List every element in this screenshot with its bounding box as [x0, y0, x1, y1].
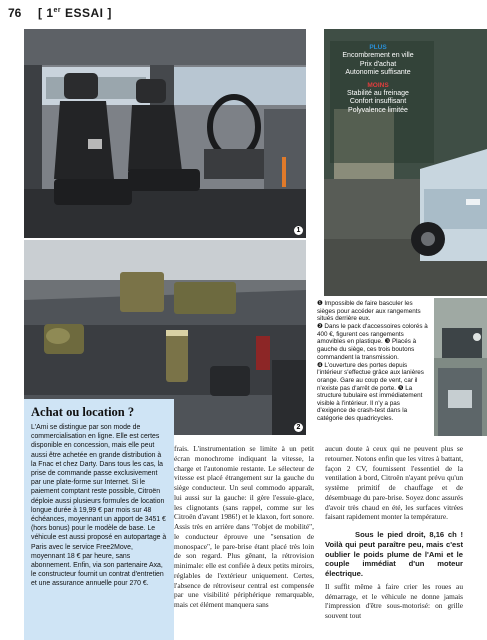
caption-1: ❶ Impossible de faire basculer les sièges pour accéder aux rangements situés derrière eux.	[317, 300, 421, 323]
moins-item: Polyvalence limitée	[348, 106, 408, 114]
caption-3: ❹ L'ouverture des portes depuis l'intérieur s'effectue grâce aux lanières orange. Gare au coup de vent, car il n'existe pas d'arrêt de porte. ❺ La structure tubulaire est immédiatement visible à l'intérieur. Il n'y a pas d'exigence de crash-test dans la catégorie des quadricycles.	[317, 361, 424, 422]
interior-seats-photo	[24, 29, 306, 238]
plus-item: Prix d'achat	[359, 60, 397, 68]
moins-heading: MOINS	[367, 81, 389, 89]
plus-heading: PLUS	[369, 44, 387, 51]
article-paragraph: Il suffit même à faire crier les roues au démarrage, et le véhicule ne donne jamais l'impression d'être sous-motorisé: on grille souvent tout	[325, 581, 463, 621]
sidebar-title: Achat ou location ?	[31, 405, 135, 419]
article-column-1: frais. L'instrumentation se limite à un petit écran monochrome indiquant la vitesse, la charge et l'autonomie restante. Le sélecteur de vitesse est placé étrangement sur la gauche du siège conducteur. Un seul commodo apparaît, lui aussi sur la gauche: il gère l'essuie-glace, les clignotants (sans rappel, comme sur les Citroën d'avant 1986!) et le klaxon, fort sonore. Assis très en arrière dans "l'objet de mobilité", le conducteur éprouve une "sensation de monospace", le pare-brise étant placé très loin de son regard. Plus gênant, la rétrovision minimale: elle est confiée à deux petits miroirs, réglables de l'extérieur uniquement. Certes, l'absence de rétroviseur central est compensée par une visibilité périphérique remarquable, mais cet élément manquera sans	[174, 444, 314, 609]
photo-captions	[314, 298, 432, 425]
sidebar-body: L'Ami se distingue par son mode de commercialisation en ligne. Elle est certes disponible en concession, mais elle peut aussi être achetée en grande distribution à la Fnac et chez Darty. Dans tous les cas, la prise de commande passe exclusivement par une plate-forme sur Internet. Si le paiement comptant reste possible, Citroën déploie aussi plusieurs formules de location longue durée à 19,99 € par mois sur 48 échéances, moyennant un apport de 3451 € (hors bonus) pour le modèle de base. Le véhicule est aussi proposé en autopartage à Paris avec le service Free2Move, moyennant 18 € par heure, sans abonnement. Enfin, via son partenaire Axa, le constructeur fournit un contrat d'entretien et une assurance annuelle pour 270 €.	[31, 424, 167, 588]
article-column-2	[325, 444, 463, 621]
article-paragraph: aucun doute à ceux qui ne peuvent plus se retourner. Notons enfin que les vitres à battant, façon 2 CV, fournissent l'essentiel de la ventilation à bord, Citroën n'ayant prévu qu'un système primitif de chauffage et de désembuage du pare-brise. Soyez donc assurés d'avoir très chaud en été, les surfaces vitrées faisant rapidement monter la température.	[325, 444, 463, 522]
page-number: 76	[8, 6, 22, 20]
section-label: [ 1er ESSAI ]	[38, 6, 112, 20]
moins-item: Confort insuffisant	[349, 98, 407, 106]
door-detail-photo	[434, 298, 487, 436]
purchase-sidebar	[24, 399, 174, 640]
plus-item: Encombrement en ville	[342, 52, 414, 60]
moins-item: Stabilité au freinage	[347, 90, 409, 98]
article-lead-paragraph: Sous le pied droit, 8,16 ch ! Voilà qui peut paraître peu, mais c'est oublier le poids plume de l'Ami et le couple immédiat d'un moteur électrique.	[325, 530, 463, 579]
photo-number-1: 1	[294, 226, 303, 235]
pros-cons-box	[338, 44, 418, 115]
plus-item: Autonomie suffisante	[345, 69, 411, 77]
photo-number-2: 2	[294, 423, 303, 432]
caption-2: ❷ Dans le pack d'accessoires colorés à 400 €, figurent ces rangements amovibles en plastique. ❸ Placés à gauche du siège, ces trois boutons commandent la transmission.	[317, 323, 428, 361]
